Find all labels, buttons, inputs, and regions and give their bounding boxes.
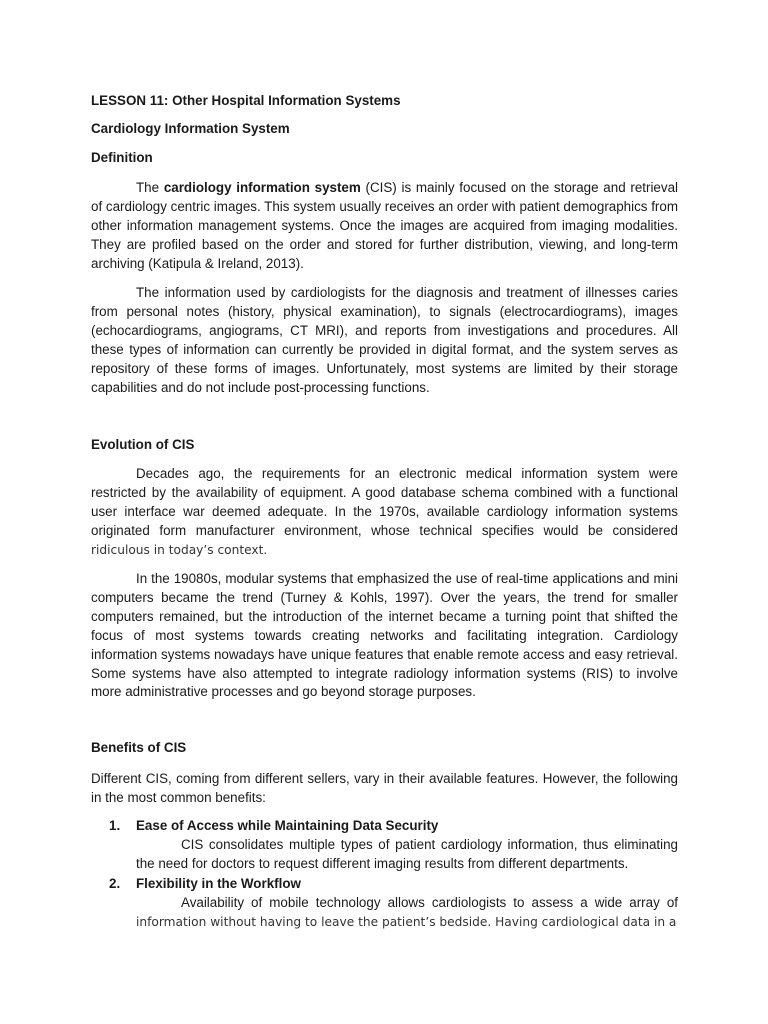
benefits-heading: Benefits of CIS (91, 740, 187, 755)
definition-heading: Definition (91, 150, 153, 165)
benefit-item-1-title: Ease of Access while Maintaining Data Security (136, 818, 439, 833)
definition-p1-lead: The (136, 180, 164, 195)
benefit-item-2-body-main: Availability of mobile technology allows cardiologists to assess a wide array of (181, 895, 678, 910)
evolution-paragraph-2: In the 19080s, modular systems that emphasized the use of real-time applications and mini computers became the trend (Turney & Kohls, 1997). Over the years, the trend for smaller computers remained, but the introduction of the internet became a turning point that shifted the focus of most systems towards creating networks and facilitating integration. Cardiology information systems nowadays have unique features that enable remote access and easy retrieval. Some systems have also attempted to integrate radiology information systems (RIS) to involve more administrative processes and go beyond storage purposes. (91, 571, 678, 700)
definition-paragraph-2: The information used by cardiologists for the diagnosis and treatment of illnesses caries from personal notes (history, physical examination), to signals (electrocardiograms), images (echocardiograms, angiograms, CT MRI), and reports from investigations and procedures. All these types of information can currently be provided in digital format, and the system serves as repository of these forms of images. Unfortunately, most systems are limited by their storage capabilities and do not include post-processing functions. (91, 285, 678, 395)
definition-paragraph-1 (91, 179, 678, 274)
benefit-item-1-number: 1. (109, 818, 121, 833)
evolution-paragraph-1 (91, 465, 678, 560)
benefit-item-2-body-tail: information without having to leave the patient’s bedside. Having cardiological data in a (136, 914, 677, 929)
lesson-title: LESSON 11: Other Hospital Information Systems (91, 93, 401, 108)
benefit-item-1-body: CIS consolidates multiple types of patient cardiology information, thus eliminating the need for doctors to request different imaging results from different departments. (136, 837, 678, 871)
definition-p1-rest: (CIS) is mainly focused on the storage and retrieval of cardiology centric images. This system usually receives an order with patient demographics from other information management systems. Once the images are acquired from imaging modalities. They are profiled based on the order and stored for further distribution, viewing, and long-term archiving (Katipula & Ireland, 2013). (91, 180, 678, 271)
evolution-heading: Evolution of CIS (91, 437, 195, 452)
evolution-p1-main: Decades ago, the requirements for an electronic medical information system were restricted by the availability of equipment. A good database schema combined with a functional user interface war deemed adequate. In the 1970s, available cardiology information systems originated form manufacturer environment, whose technical specifies would be considered (91, 466, 678, 538)
benefit-item-2-title: Flexibility in the Workflow (136, 876, 301, 891)
benefits-intro: Different CIS, coming from different sellers, vary in their available features. However, the following in the most common benefits: (91, 771, 678, 805)
section-title: Cardiology Information System (91, 121, 290, 136)
benefit-item-2-number: 2. (109, 876, 121, 891)
evolution-p1-tail: ridiculous in today’s context. (91, 542, 268, 557)
definition-p1-bold-term: cardiology information system (163, 180, 361, 195)
benefit-item-2-body (136, 894, 678, 932)
